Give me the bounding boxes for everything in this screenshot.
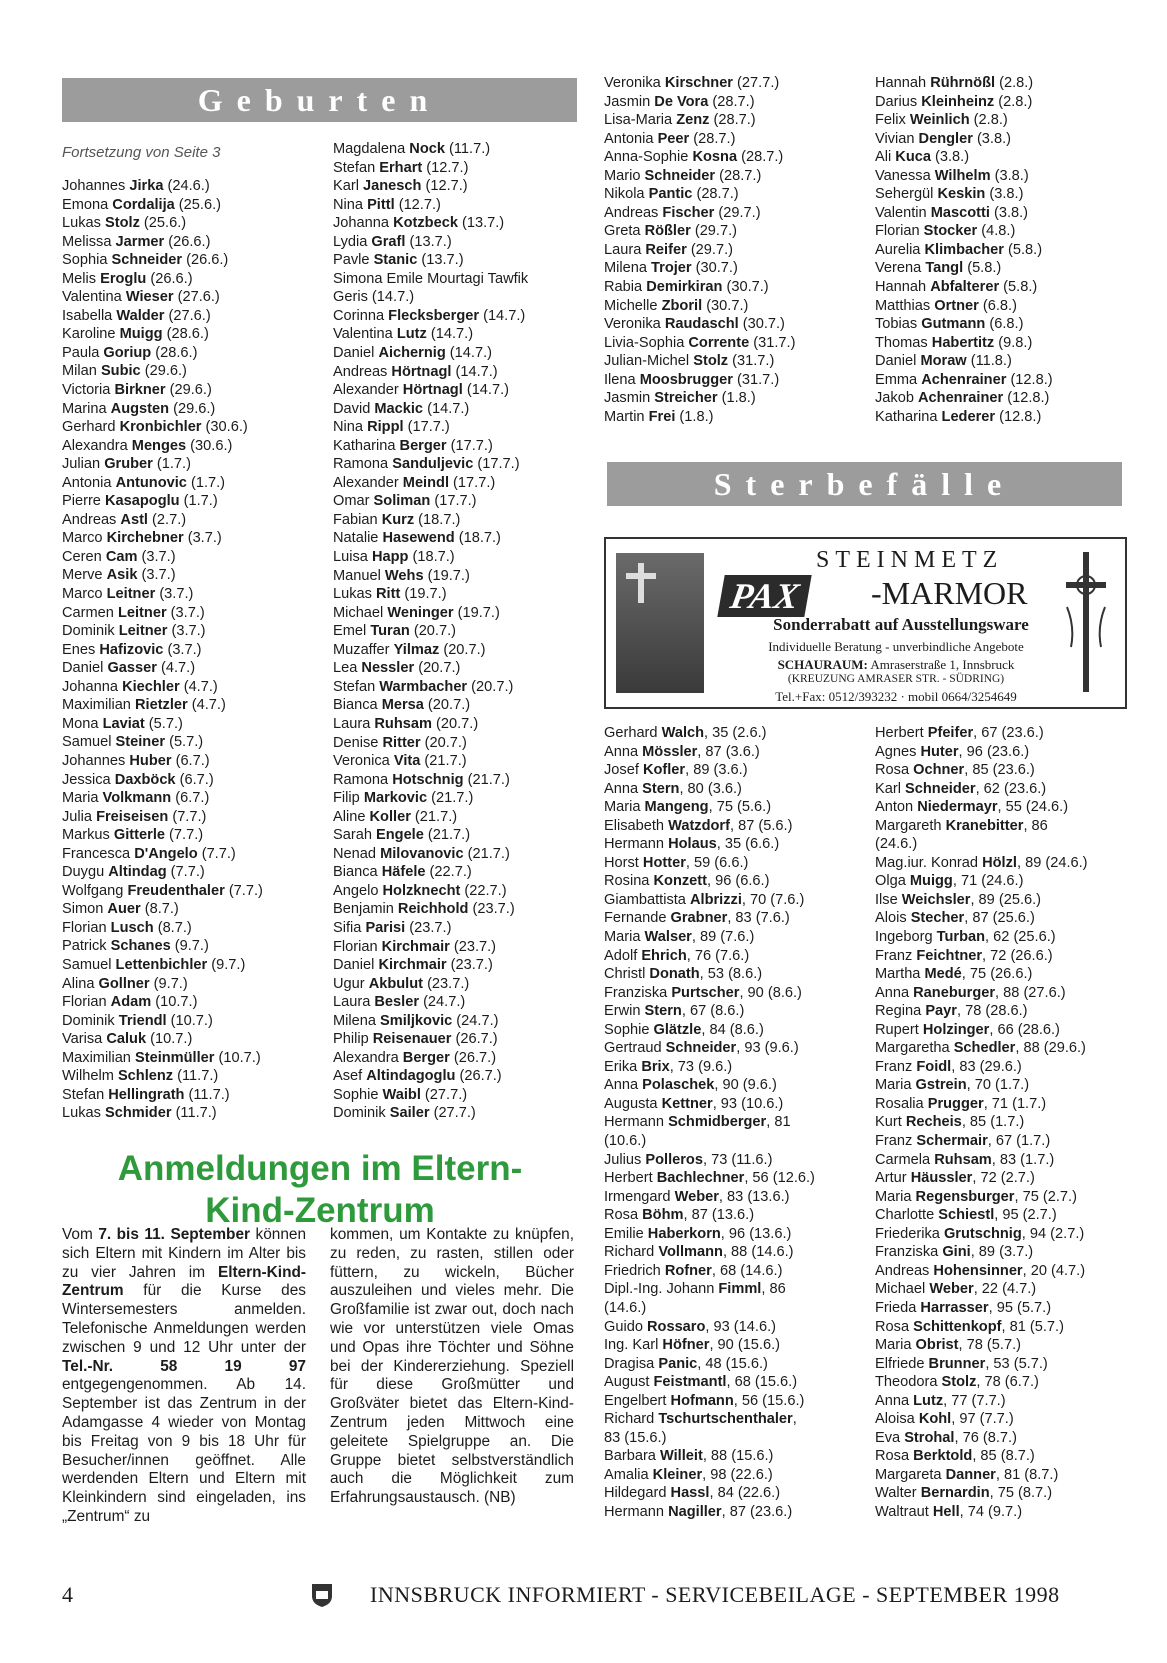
list-item: Paula Goriup (28.6.) <box>62 344 198 361</box>
list-item: Enes Hafizovic (3.7.) <box>62 641 202 658</box>
list-item: Karoline Muigg (28.6.) <box>62 326 209 343</box>
list-item: Gerhard Walch, 35 (2.6.) <box>604 725 767 741</box>
list-item: Corinna Flecksberger (14.7.) <box>333 307 526 324</box>
list-item: Daniel Kirchmair (23.7.) <box>333 957 493 974</box>
list-item: Milan Subic (29.6.) <box>62 363 187 380</box>
list-item: Pavle Stanic (13.7.) <box>333 252 464 269</box>
list-item: Erika Brix, 73 (9.6.) <box>604 1058 733 1075</box>
deaths-header: Sterbefälle <box>607 462 1122 506</box>
list-item: Sophie Waibl (27.7.) <box>333 1086 468 1103</box>
list-item: Sophia Schneider (26.6.) <box>62 252 229 269</box>
list-item: Karl Schneider, 62 (23.6.) <box>875 780 1047 797</box>
list-item: Dominik Leitner (3.7.) <box>62 623 206 640</box>
list-item: Andreas Astl (2.7.) <box>62 511 187 528</box>
list-item: Anna-Sophie Kosna (28.7.) <box>604 149 784 166</box>
ad-marmor: -MARMOR <box>871 575 1028 611</box>
list-item: Valentina Wieser (27.6.) <box>62 289 220 306</box>
list-item: Verena Tangl (5.8.) <box>875 260 1002 277</box>
list-item: Livia-Sophia Corrente (31.7.) <box>604 334 796 351</box>
list-item: Sifia Parisi (23.7.) <box>333 919 452 936</box>
list-item: Dipl.-Ing. Johann Fimml, 86 <box>604 1281 786 1298</box>
list-item: Anna Raneburger, 88 (27.6.) <box>875 984 1066 1001</box>
list-item: Milena Smiljkovic (24.7.) <box>333 1012 499 1029</box>
list-item: Varisa Caluk (10.7.) <box>62 1031 193 1048</box>
list-item: Martin Frei (1.8.) <box>604 408 714 425</box>
list-item: Herbert Bachlechner, 56 (12.6.) <box>604 1170 815 1187</box>
list-item: Sarah Engele (21.7.) <box>333 827 471 844</box>
list-item: Markus Gitterle (7.7.) <box>62 827 204 844</box>
list-item: Dominik Triendl (10.7.) <box>62 1012 213 1029</box>
list-item: Felix Weinlich (2.8.) <box>875 112 1008 129</box>
list-item: Laura Besler (24.7.) <box>333 994 466 1011</box>
list-item: (24.6.) <box>875 836 918 853</box>
list-item: Greta Rößler (29.7.) <box>604 223 738 240</box>
list-item: Hermann Nagiller, 87 (23.6.) <box>604 1503 793 1520</box>
list-item: Friedrich Rofner, 68 (14.6.) <box>604 1262 783 1279</box>
list-item: Eva Strohal, 76 (8.7.) <box>875 1429 1017 1446</box>
list-item: Anna Lutz, 77 (7.7.) <box>875 1392 1006 1409</box>
list-item: Alexander Meindl (17.7.) <box>333 474 496 491</box>
ad-discount: Sonderrabatt auf Ausstellungsware <box>773 615 1029 634</box>
list-item: Mag.iur. Konrad Hölzl, 89 (24.6.) <box>875 854 1088 871</box>
city-crest-icon <box>310 1582 334 1608</box>
list-item: Matthias Ortner (6.8.) <box>875 297 1017 314</box>
list-item: Veronika Kirschner (27.7.) <box>604 75 780 91</box>
list-item: Julian Gruber (1.7.) <box>62 456 191 473</box>
list-item: Rupert Holzinger, 66 (28.6.) <box>875 1021 1060 1038</box>
list-item: Jakob Achenrainer (12.8.) <box>875 390 1050 407</box>
list-item: Rosalia Prugger, 71 (1.7.) <box>875 1095 1047 1112</box>
list-item: Dragisa Panic, 48 (15.6.) <box>604 1355 768 1372</box>
ad-steinmetz: STEINMETZ <box>816 547 1004 573</box>
list-item: Maria Walser, 89 (7.6.) <box>604 929 755 946</box>
list-item: Elisabeth Watzdorf, 87 (5.6.) <box>604 817 793 834</box>
list-item: Augusta Kettner, 93 (10.6.) <box>604 1095 784 1112</box>
list-item: Fabian Kurz (18.7.) <box>333 511 461 528</box>
births-column-3 <box>604 74 864 426</box>
list-item: Asef Altindagoglu (26.7.) <box>333 1068 502 1085</box>
list-item: Bianca Häfele (22.7.) <box>333 864 472 881</box>
list-item: Agnes Huter, 96 (23.6.) <box>875 743 1030 760</box>
list-item: (10.6.) <box>604 1133 647 1150</box>
list-item: Andreas Fischer (29.7.) <box>604 204 761 221</box>
list-item: Magdalena Nock (11.7.) <box>333 141 491 157</box>
list-item: Nikola Pantic (28.7.) <box>604 186 739 203</box>
list-item: Marco Kirchebner (3.7.) <box>62 530 222 547</box>
list-item: Natalie Hasewend (18.7.) <box>333 530 501 547</box>
footer-title: INNSBRUCK INFORMIERT - SERVICEBEILAGE - SEPTEMBER 1998 <box>370 1582 1060 1607</box>
list-item: Julian-Michel Stolz (31.7.) <box>604 353 775 370</box>
list-item: Vivian Dengler (3.8.) <box>875 130 1012 147</box>
list-item: Frieda Harrasser, 95 (5.7.) <box>875 1299 1052 1316</box>
list-item: Carmen Leitner (3.7.) <box>62 604 205 621</box>
list-item: Carmela Ruhsam, 83 (1.7.) <box>875 1151 1055 1168</box>
list-item: Maximilian Rietzler (4.7.) <box>62 697 226 714</box>
list-item: Sophie Glätzle, 84 (8.6.) <box>604 1021 764 1038</box>
list-item: Irmengard Weber, 83 (13.6.) <box>604 1188 790 1205</box>
list-item: Simon Auer (8.7.) <box>62 901 179 918</box>
list-item: Andreas Hohensinner, 20 (4.7.) <box>875 1262 1086 1279</box>
list-item: Melissa Jarmer (26.6.) <box>62 233 211 250</box>
list-item: Daniel Gasser (4.7.) <box>62 660 196 677</box>
list-item: Rosa Ochner, 85 (23.6.) <box>875 762 1035 779</box>
list-item: Benjamin Reichhold (23.7.) <box>333 901 515 918</box>
list-item: Johanna Kotzbeck (13.7.) <box>333 215 505 232</box>
births-column-4 <box>875 74 1135 426</box>
list-item: Martha Medé, 75 (26.6.) <box>875 966 1033 983</box>
list-item: Bianca Mersa (20.7.) <box>333 697 471 714</box>
list-item: Ramona Sanduljevic (17.7.) <box>333 456 520 473</box>
list-item: Valentin Mascotti (3.8.) <box>875 204 1029 221</box>
list-item: Anna Polaschek, 90 (9.6.) <box>604 1077 777 1094</box>
list-item: Angelo Holzknecht (22.7.) <box>333 882 507 899</box>
list-item: Manuel Wehs (19.7.) <box>333 567 470 584</box>
list-item: Stefan Erhart (12.7.) <box>333 159 469 176</box>
list-item: Ramona Hotschnig (21.7.) <box>333 771 510 788</box>
list-item: Margaretha Schedler, 88 (29.6.) <box>875 1040 1086 1057</box>
list-item: Gertraud Schneider, 93 (9.6.) <box>604 1040 799 1057</box>
list-item: Emona Cordalija (25.6.) <box>62 196 221 213</box>
list-item: Nina Rippl (17.7.) <box>333 419 450 436</box>
list-item: Simona Emile Mourtagi Tawfik <box>333 270 529 287</box>
list-item: Franz Foidl, 83 (29.6.) <box>875 1058 1022 1075</box>
list-item: Johanna Kiechler (4.7.) <box>62 678 218 695</box>
list-item: Rosa Schittenkopf, 81 (5.7.) <box>875 1318 1064 1335</box>
list-item: Sehergül Keskin (3.8.) <box>875 186 1024 203</box>
list-item: Muzaffer Yilmaz (20.7.) <box>333 641 486 658</box>
list-item: Melis Eroglu (26.6.) <box>62 270 193 287</box>
list-item: David Mackic (14.7.) <box>333 400 470 417</box>
list-item: Francesca D'Angelo (7.7.) <box>62 845 236 862</box>
list-item: Lukas Ritt (19.7.) <box>333 586 447 603</box>
list-item: Christl Donath, 53 (8.6.) <box>604 966 763 983</box>
list-item: Julius Polleros, 73 (11.6.) <box>604 1151 773 1168</box>
births-header: Geburten <box>62 78 577 122</box>
list-item: Stefan Hellingrath (11.7.) <box>62 1086 230 1103</box>
list-item: Horst Hotter, 59 (6.6.) <box>604 854 749 871</box>
list-item: Gerhard Kronbichler (30.6.) <box>62 419 248 436</box>
article-headline: Anmeldungen im Eltern- Kind-Zentrum <box>117 1149 523 1230</box>
list-item: Julia Freiseisen (7.7.) <box>62 808 207 825</box>
list-item: Antonia Peer (28.7.) <box>604 130 736 147</box>
list-item: Alexander Hörtnagl (14.7.) <box>333 382 510 399</box>
births-column-2 <box>333 140 583 1123</box>
deaths-column-1 <box>604 724 864 1522</box>
list-item: Walter Bernardin, 75 (8.7.) <box>875 1485 1053 1502</box>
list-item: Guido Rossaro, 93 (14.6.) <box>604 1318 776 1335</box>
ad-showroom: SCHAURAUM: Amraserstraße 1, Innsbruck <box>777 657 1015 672</box>
list-item: Veronica Vita (21.7.) <box>333 753 467 770</box>
list-item: Emilie Haberkorn, 96 (13.6.) <box>604 1225 792 1242</box>
list-item: Nina Pittl (12.7.) <box>333 196 441 213</box>
list-item: Kurt Recheis, 85 (1.7.) <box>875 1114 1025 1131</box>
list-item: Laura Ruhsam (20.7.) <box>333 715 479 732</box>
list-item: Patrick Schanes (9.7.) <box>62 938 209 955</box>
list-item: Lukas Schmider (11.7.) <box>62 1105 217 1122</box>
list-item: 83 (15.6.) <box>604 1429 667 1446</box>
list-item: Fernande Grabner, 83 (7.6.) <box>604 910 790 927</box>
list-item: Giambattista Albrizzi, 70 (7.6.) <box>604 891 805 908</box>
list-item: Aurelia Klimbacher (5.8.) <box>875 241 1043 258</box>
list-item: Johannes Huber (6.7.) <box>62 752 210 769</box>
list-item: Ugur Akbulut (23.7.) <box>333 975 470 992</box>
list-item: Jasmin De Vora (28.7.) <box>604 93 755 110</box>
list-item: Hannah Rührnößl (2.8.) <box>875 75 1034 91</box>
list-item: Charlotte Schiestl, 95 (2.7.) <box>875 1207 1057 1224</box>
list-item: Friederika Grutschnig, 94 (2.7.) <box>875 1225 1085 1242</box>
list-item: Ilse Weichsler, 89 (25.6.) <box>875 891 1042 908</box>
list-item: Hannah Abfalterer (5.8.) <box>875 279 1038 296</box>
list-item: Elfriede Brunner, 53 (5.7.) <box>875 1355 1048 1372</box>
list-item: Hermann Holaus, 35 (6.6.) <box>604 836 780 853</box>
list-item: Jasmin Streicher (1.8.) <box>604 390 756 407</box>
list-item: Ingeborg Turban, 62 (25.6.) <box>875 929 1056 946</box>
list-item: Darius Kleinheinz (2.8.) <box>875 93 1033 110</box>
list-item: Alexandra Menges (30.6.) <box>62 437 233 454</box>
list-item: Tobias Gutmann (6.8.) <box>875 316 1024 333</box>
list-item: Karl Janesch (12.7.) <box>333 178 468 195</box>
list-item: Luisa Happ (18.7.) <box>333 549 455 566</box>
list-item: Franziska Purtscher, 90 (8.6.) <box>604 984 802 1001</box>
list-item: Daniel Aichernig (14.7.) <box>333 345 492 362</box>
list-item: Josef Kofler, 89 (3.6.) <box>604 762 748 779</box>
continuation-note: Fortsetzung von Seite 3 <box>62 144 221 161</box>
list-item: Lisa-Maria Zenz (28.7.) <box>604 112 756 129</box>
list-item: Alexandra Berger (26.7.) <box>333 1049 497 1066</box>
list-item: Rosina Konzett, 96 (6.6.) <box>604 873 770 890</box>
list-item: Michael Weber, 22 (4.7.) <box>875 1281 1037 1298</box>
list-item: Valentina Lutz (14.7.) <box>333 326 474 343</box>
list-item: Maria Volkmann (6.7.) <box>62 790 210 807</box>
list-item: Franz Feichtner, 72 (26.6.) <box>875 947 1053 964</box>
list-item: Wilhelm Schlenz (11.7.) <box>62 1068 219 1085</box>
list-item: Omar Soliman (17.7.) <box>333 493 477 510</box>
births-column-1 <box>62 177 302 1123</box>
list-item: Daniel Moraw (11.8.) <box>875 353 1012 370</box>
list-item: August Feistmantl, 68 (15.6.) <box>604 1374 798 1391</box>
list-item: Stefan Warmbacher (20.7.) <box>333 678 514 695</box>
list-item: Katharina Lederer (12.8.) <box>875 408 1042 425</box>
list-item: Amalia Kleiner, 98 (22.6.) <box>604 1466 773 1483</box>
list-item: Margareta Danner, 81 (8.7.) <box>875 1466 1059 1483</box>
list-item: Mario Schneider (28.7.) <box>604 167 762 184</box>
list-item: Marco Leitner (3.7.) <box>62 586 194 603</box>
list-item: Ilena Moosbrugger (31.7.) <box>604 371 780 388</box>
stonemason-advertisement <box>604 537 1127 709</box>
list-item: Milena Trojer (30.7.) <box>604 260 738 277</box>
list-item: Margareth Kranebitter, 86 <box>875 817 1048 834</box>
list-item: Alina Gollner (9.7.) <box>62 975 188 992</box>
ad-advice: Individuelle Beratung - unverbindliche Angebote <box>768 639 1024 654</box>
list-item: Alois Stecher, 87 (25.6.) <box>875 910 1035 927</box>
list-item: Theodora Stolz, 78 (6.7.) <box>875 1374 1039 1391</box>
list-item: Lukas Stolz (25.6.) <box>62 215 187 232</box>
article-column-2: kommen, um Kontakte zu knüpfen, zu reden, zu rasten, stillen oder füttern, zu wickeln, Bücher auszuleihen und vieles mehr. Die Großfamilie ist zwar out, doch nach wie vor unterstützen viele Omas und Opas ihre Töchter und Söhne bei der Kindererziehung. Speziell für diese Großmütter und Großväter bietet das Eltern-Kind-Zentrum jeden Mittwoch eine geleitete Spielgruppe an. Die Gruppe bietet selbstverständlich auch die Möglichkeit zum Erfahrungsaustausch. (NB) <box>330 1226 574 1507</box>
list-item: Thomas Habertitz (9.8.) <box>875 334 1033 351</box>
list-item: Anton Niedermayr, 55 (24.6.) <box>875 799 1069 816</box>
list-item: Duygu Altindag (7.7.) <box>62 864 205 881</box>
list-item: Hermann Schmidberger, 81 <box>604 1114 791 1131</box>
list-item: Pierre Kasapoglu (1.7.) <box>62 493 218 510</box>
list-item: Ing. Karl Höfner, 90 (15.6.) <box>604 1337 781 1354</box>
ad-phone: Tel.+Fax: 0512/393232 · mobil 0664/3254649 <box>775 689 1017 704</box>
list-item: Andreas Hörtnagl (14.7.) <box>333 363 498 380</box>
list-item: Laura Reifer (29.7.) <box>604 241 733 258</box>
list-item: Samuel Lettenbichler (9.7.) <box>62 956 246 973</box>
list-item: Rosa Berktold, 85 (8.7.) <box>875 1448 1035 1465</box>
list-item: Barbara Willeit, 88 (15.6.) <box>604 1448 774 1465</box>
list-item: Erwin Stern, 67 (8.6.) <box>604 1003 745 1020</box>
list-item: Lea Nessler (20.7.) <box>333 660 461 677</box>
list-item: Richard Vollmann, 88 (14.6.) <box>604 1244 794 1261</box>
list-item: Waltraut Hell, 74 (9.7.) <box>875 1503 1023 1520</box>
list-item: Florian Stocker (4.8.) <box>875 223 1016 240</box>
list-item: Artur Häussler, 72 (2.7.) <box>875 1170 1035 1187</box>
list-item: Victoria Birkner (29.6.) <box>62 382 212 399</box>
list-item: Engelbert Hofmann, 56 (15.6.) <box>604 1392 805 1409</box>
list-item: Katharina Berger (17.7.) <box>333 437 493 454</box>
list-item: Herbert Pfeifer, 67 (23.6.) <box>875 725 1044 741</box>
list-item: Denise Ritter (20.7.) <box>333 734 467 751</box>
list-item: Maria Obrist, 78 (5.7.) <box>875 1337 1021 1354</box>
list-item: Hildegard Hassl, 84 (22.6.) <box>604 1485 781 1502</box>
list-item: Rabia Demirkiran (30.7.) <box>604 279 769 296</box>
list-item: Ceren Cam (3.7.) <box>62 548 176 565</box>
list-item: Olga Muigg, 71 (24.6.) <box>875 873 1024 890</box>
list-item: Aloisa Kohl, 97 (7.7.) <box>875 1411 1014 1428</box>
cross-icon <box>1061 547 1111 697</box>
list-item: Filip Markovic (21.7.) <box>333 790 474 807</box>
list-item: Florian Lusch (8.7.) <box>62 919 192 936</box>
list-item: Franziska Gini, 89 (3.7.) <box>875 1244 1034 1261</box>
list-item: Veronika Raudaschl (30.7.) <box>604 316 785 333</box>
list-item: Dominik Sailer (27.7.) <box>333 1105 476 1122</box>
list-item: Geris (14.7.) <box>333 289 415 306</box>
page-number: 4 <box>62 1582 73 1607</box>
list-item: Anna Stern, 80 (3.6.) <box>604 780 742 797</box>
list-item: Anna Mössler, 87 (3.6.) <box>604 743 760 760</box>
list-item: Michael Weninger (19.7.) <box>333 604 500 621</box>
list-item: Emma Achenrainer (12.8.) <box>875 371 1053 388</box>
list-item: Antonia Antunovic (1.7.) <box>62 474 226 491</box>
list-item: Florian Kirchmair (23.7.) <box>333 938 497 955</box>
list-item: Jessica Daxböck (6.7.) <box>62 771 214 788</box>
list-item: Franz Schermair, 67 (1.7.) <box>875 1133 1051 1150</box>
list-item: Wolfgang Freudenthaler (7.7.) <box>62 882 263 899</box>
list-item: Merve Asik (3.7.) <box>62 567 176 584</box>
list-item: Maria Regensburger, 75 (2.7.) <box>875 1188 1077 1205</box>
list-item: Florian Adam (10.7.) <box>62 994 198 1011</box>
deaths-column-2 <box>875 724 1135 1522</box>
list-item: Richard Tschurtschenthaler, <box>604 1411 797 1428</box>
list-item: Maria Gstrein, 70 (1.7.) <box>875 1077 1030 1094</box>
list-item: Regina Payr, 78 (28.6.) <box>875 1003 1028 1020</box>
list-item: Vanessa Wilhelm (3.8.) <box>875 167 1029 184</box>
list-item: Philip Reisenauer (26.7.) <box>333 1031 498 1048</box>
list-item: Aline Koller (21.7.) <box>333 808 458 825</box>
article-column-1: Vom 7. bis 11. September können sich Eltern mit Kindern im Alter bis zu vier Jahren im Eltern-Kind-Zentrum für die Kurse des Wintersemesters anmelden. Telefonische Anmeldungen werden zwischen 9 und 12 Uhr unter der Tel.-Nr. 58 19 97 entgegengenommen. Ab 14. September ist das Zentrum in der Adamgasse 4 wieder von Montag bis Freitag von 9 bis 18 Uhr für Besucher/innen geöffnet. Alle werdenden Eltern und Eltern mit Kleinkindern sind eingeladen, ins „Zentrum“ zu <box>62 1226 306 1525</box>
list-item: Adolf Ehrich, 76 (7.6.) <box>604 947 750 964</box>
list-item: Samuel Steiner (5.7.) <box>62 734 204 751</box>
list-item: Michelle Zboril (30.7.) <box>604 297 749 314</box>
list-item: Mona Laviat (5.7.) <box>62 715 183 732</box>
list-item: Maximilian Steinmüller (10.7.) <box>62 1049 261 1066</box>
list-item: Isabella Walder (27.6.) <box>62 307 211 324</box>
ad-brand-logo: PAX <box>717 575 812 617</box>
list-item: Rosa Böhm, 87 (13.6.) <box>604 1207 755 1224</box>
list-item: Marina Augsten (29.6.) <box>62 400 216 417</box>
list-item: Maria Mangeng, 75 (5.6.) <box>604 799 772 816</box>
ad-crossing: (KREUZUNG AMRASER STR. - SÜDRING) <box>787 673 1005 685</box>
gravestone-photo <box>616 553 704 693</box>
list-item: Johannes Jirka (24.6.) <box>62 178 210 194</box>
list-item: Nenad Milovanovic (21.7.) <box>333 845 510 862</box>
list-item: Ali Kuca (3.8.) <box>875 149 970 166</box>
list-item: (14.6.) <box>604 1299 647 1316</box>
list-item: Lydia Grafl (13.7.) <box>333 233 452 250</box>
list-item: Emel Turan (20.7.) <box>333 623 457 640</box>
